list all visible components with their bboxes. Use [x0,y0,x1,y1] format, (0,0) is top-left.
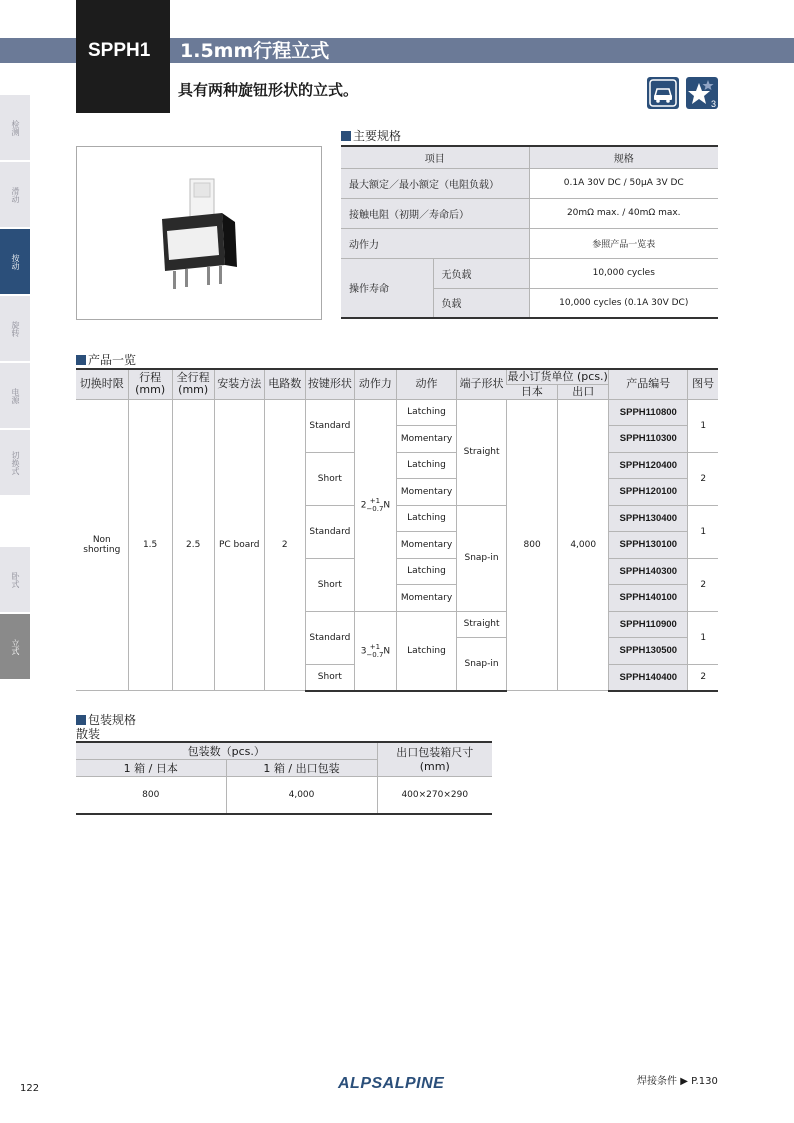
cell-knob: Short [305,452,354,505]
cell-switching: Non shorting [76,399,128,691]
pack-japan: 800 [76,777,226,814]
col-moq-export: 出口 [558,384,609,399]
cell-part-no: SPPH140400 [609,664,688,691]
cell-action: Latching [396,399,456,426]
cell-knob: Standard [305,611,354,664]
side-tab-spacer [0,497,30,545]
cell-mounting: PC board [214,399,264,691]
col-force: 动作力 [354,369,396,399]
cell-terminal: Straight [457,399,507,505]
products-heading: 产品一览 [76,351,136,368]
col-moq-japan: 日本 [507,384,558,399]
cell-fig: 1 [688,399,718,452]
cell-circuits: 2 [264,399,305,691]
pack-dim-header: 出口包装箱尺寸 (mm) [377,742,492,777]
model-box [76,0,170,113]
model-name: SPPH1 [88,40,151,61]
cell-action: Latching [396,505,456,532]
svg-text:3: 3 [711,99,717,109]
cell-action: Momentary [396,479,456,506]
specs-heading: 主要规格 [341,127,401,144]
cell-fig: 2 [688,452,718,505]
cell-part-no: SPPH130500 [609,638,688,665]
cell-action: Latching [396,558,456,585]
side-tab-detection[interactable]: 检测 [0,95,30,160]
packing-subheading: 散装 [76,727,101,741]
spec-col-spec: 规格 [529,146,718,168]
cell-terminal: Snap-in [457,638,507,691]
spec-label: 最大额定／最小额定（电阻负载） [341,168,529,198]
cell-part-no: SPPH140300 [609,558,688,585]
page-number: 122 [20,1083,40,1094]
side-tab-power[interactable]: 电源 [0,363,30,428]
spec-value: 20mΩ max. / 40mΩ max. [529,198,718,228]
pack-dims: 400×270×290 [377,777,492,814]
cell-total-travel: 2.5 [172,399,214,691]
pack-col-export: 1 箱 / 出口包装 [226,760,377,777]
cell-action: Momentary [396,426,456,453]
cell-terminal: Straight [457,611,507,638]
spec-life-label: 操作寿命 [341,258,433,318]
brand-logo: ALPSALPINE [338,1075,445,1092]
col-action: 动作 [396,369,456,399]
page-title: 1.5mm行程立式 [180,40,330,62]
cell-part-no: SPPH140100 [609,585,688,612]
cell-knob: Short [305,558,354,611]
arrow-right-icon: ▶ [680,1076,688,1087]
cell-knob: Standard [305,505,354,558]
col-circuits: 电路数 [264,369,305,399]
side-tab-vertical[interactable]: 立式 [0,614,30,679]
product-table [76,368,718,692]
cell-moq-japan: 800 [507,399,558,691]
spec-table [341,145,718,319]
page-subtitle: 具有两种旋钮形状的立式。 [178,81,359,99]
spec-label: 动作力 [341,228,529,258]
pack-col-japan: 1 箱 / 日本 [76,760,226,777]
cell-force-b: 3 +1 −0.7N [354,611,396,691]
cell-travel: 1.5 [128,399,172,691]
table-row [76,399,718,426]
cell-part-no: SPPH110300 [609,426,688,453]
spec-value: 0.1A 30V DC / 50μA 3V DC [529,168,718,198]
section-marker [76,355,86,365]
cell-part-no: SPPH120400 [609,452,688,479]
soldering-ref-link[interactable]: 焊接条件 ▶ P.130 [637,1076,718,1087]
cell-force-a: 2 +1 −0.7N [354,399,396,611]
cell-fig: 2 [688,558,718,611]
pack-export: 4,000 [226,777,377,814]
cell-knob: Short [305,664,354,691]
spec-col-item: 项目 [341,146,529,168]
col-knob: 按键形状 [305,369,354,399]
cell-part-no: SPPH130400 [609,505,688,532]
col-travel: 行程 (mm) [128,369,172,399]
cell-part-no: SPPH130100 [609,532,688,559]
cell-part-no: SPPH120100 [609,479,688,506]
spec-value: 10,000 cycles [529,258,718,288]
side-tab-changeover[interactable]: 切换式 [0,430,30,495]
cell-fig: 1 [688,505,718,558]
col-total-travel: 全行程 (mm) [172,369,214,399]
side-tab-horizontal[interactable]: 卧式 [0,547,30,612]
pack-qty-header: 包装数（pcs.） [76,742,377,760]
col-moq: 最小订货单位 (pcs.) [507,369,608,383]
packing-heading: 包装规格 [76,711,136,728]
col-part-no: 产品编号 [609,369,688,399]
category-side-tabs [0,95,30,681]
cell-action: Latching [396,611,456,691]
cell-knob: Standard [305,399,354,452]
cell-part-no: SPPH110900 [609,611,688,638]
cell-terminal: Snap-in [457,505,507,611]
cell-moq-export: 4,000 [558,399,609,691]
col-terminal: 端子形状 [457,369,507,399]
spec-value: 10,000 cycles (0.1A 30V DC) [529,288,718,318]
table-row [76,777,492,814]
product-photo [76,146,322,320]
spec-value: 参照产品一览表 [529,228,718,258]
col-fig: 图号 [688,369,718,399]
cell-action: Momentary [396,585,456,612]
col-mounting: 安装方法 [214,369,264,399]
automotive-icon [647,77,679,109]
cell-fig: 1 [688,611,718,664]
col-switching: 切换时限 [76,369,128,399]
cell-action: Latching [396,452,456,479]
spec-label: 接触电阻（初期／寿命后） [341,198,529,228]
packing-table [76,741,492,815]
spec-sublabel: 负载 [433,288,529,318]
section-marker [341,131,351,141]
rating-star-icon [686,77,718,109]
side-tab-push[interactable]: 按动 [0,229,30,294]
side-tab-slide[interactable]: 滑动 [0,162,30,227]
side-tab-rotary[interactable]: 旋转 [0,296,30,361]
cell-action: Momentary [396,532,456,559]
section-marker [76,715,86,725]
cell-fig: 2 [688,664,718,691]
spec-sublabel: 无负载 [433,258,529,288]
cell-part-no: SPPH110800 [609,399,688,426]
